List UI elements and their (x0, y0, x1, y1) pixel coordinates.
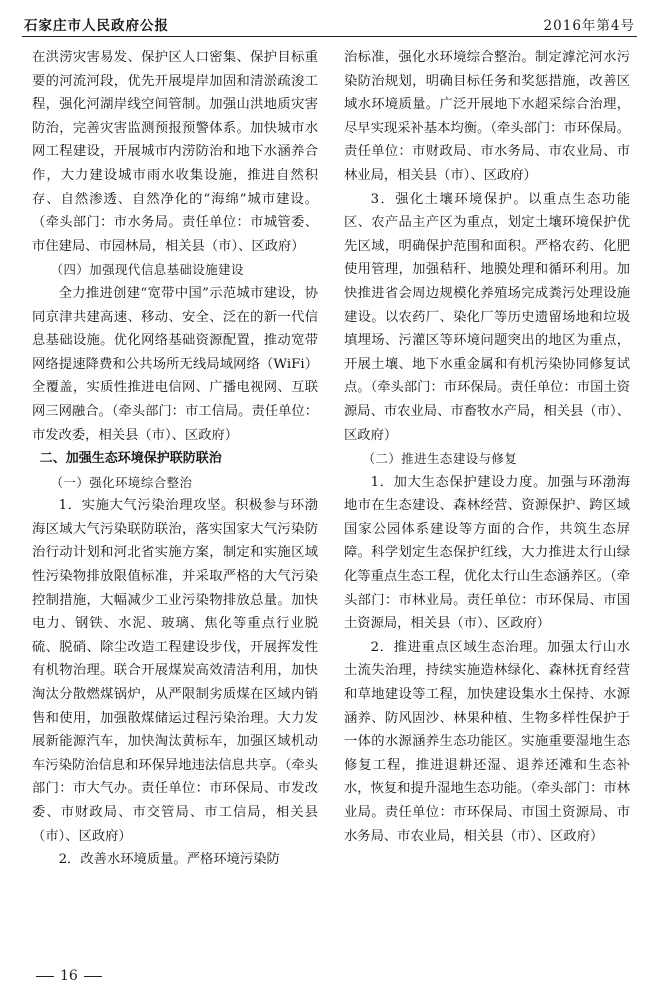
left-column (32, 46, 318, 964)
section-heading: 二、加强生态环境保护联防联治 (39, 451, 222, 467)
page-header (22, 8, 637, 37)
paragraph: 1．加大生态保护建设力度。加强与环渤海地市在生态建设、森林经营、资源保护、跨区域国家公园体系建设等方面的合作，共筑生态屏障。科学划定生态保护红线，大力推进太行山绿化等重点生态工程，优化太行山生态涵养区。（牵头部门：市林业局。责任单位：市环保局、市国土资源局，相关县（市）、区政府） (344, 474, 630, 632)
continued-paragraph: 治标准，强化水环境综合整治。制定滹沱河水污染防治规划，明确目标任务和奖惩措施，改善区域水环境质量。广泛开展地下水超采综合治理，尽早实现采补基本均衡。（牵头部门：市环保局。责任单位：市财政局、市水务局、市农业局、市林业局，相关县（市）、区政府） (344, 50, 630, 183)
paragraph: 1．实施大气污染治理攻坚。积极参与环渤海区域大气污染联防联治，落实国家大气污染防治行动计划和河北省实施方案，制定和实施区域性污染物排放限值标准，并采取严格的大气污染控制措施，大幅减少工业污染物排放总量。加快电力、钢铁、水泥、玻璃、焦化等重点行业脱硫、脱硝、除尘改造工程建设步伐，开展挥发性有机物治理。联合开展煤炭高效清洁利用，加快淘汰分散燃煤锅炉，从严限制劣质煤在区域内销售和使用，加强散煤储运过程污染治理。大力发展新能源汽车，加快淘汰黄标车，加强区域机动车污染防治信息和环保异地违法信息共享。（牵头部门：市大气办。责任单位：市环保局、市发改委、市财政局、市交管局、市工信局，相关县（市）、区政府） (32, 498, 318, 844)
subsection-heading: （二）推进生态建设与修复 (362, 451, 518, 467)
paragraph: 3．强化土壤环境保护。以重点生态功能区、农产品主产区为重点，划定土壤环境保护优先区域，明确保护范围和面积。严格农药、化肥使用管理，加强秸秆、地膜处理和循环利用。加快推进省会周边规模化养殖场完成粪污处理设施建设。以农药厂、染化厂等历史遗留场地和垃圾填埋场、污灌区等环境问题突出的地区为重点，开展土壤、地下水重金属和有机污染协同修复试点。（牵头部门：市环保局。责任单位：市国土资源局、市农业局、市畜牧水产局，相关县（市）、区政府） (344, 191, 630, 443)
publication-title: 石家庄市人民政府公报 (24, 18, 169, 34)
subsection-heading: （四）加强现代信息基础设施建设 (50, 262, 244, 278)
continued-paragraph: 在洪涝灾害易发、保护区人口密集、保护目标重要的河流河段，优先开展堤岸加固和清淤疏浚工程，强化河湖岸线空间管制。加强山洪地质灾害防治，完善灾害监测预报预警体系。加快城市水网工程建设，开展城市内涝防治和地下水涵养合作，大力建设城市雨水收集设施，推进自然积存、自然渗透、自然净化的“海绵”城市建设。（牵头部门：市水务局。责任单位：市城管委、市住建局、市园林局，相关县（市）、区政府） (32, 50, 318, 254)
subsection-heading: （一）强化环境综合整治 (50, 474, 193, 490)
paragraph: 全力推进创建“宽带中国”示范城市建设，协同京津共建高速、移动、安全、泛在的新一代信息基础设施。优化网络基础资源配置，推动宽带网络提速降费和公共场所无线局域网络（WiFi）全覆盖，实质性推进电信网、广播电视网、互联网三网融合。（牵头部门：市工信局。责任单位：市发改委，相关县（市）、区政府） (32, 285, 318, 443)
footer-dash-right (84, 976, 102, 977)
page-number: 16 (60, 968, 78, 984)
paragraph: 2．推进重点区域生态治理。加强太行山水土流失治理，持续实施造林绿化、森林抚育经营和草地建设等工程，加快建设集水土保持、水源涵养、防风固沙、林果种植、生物多样性保护于一体的水源涵养生态功能区。实施重要湿地生态修复工程，推进退耕还湿、退养还滩和生态补水，恢复和提升湿地生态功能。（牵头部门：市林业局。责任单位：市环保局、市国土资源局、市水务局、市农业局，相关县（市）、区政府） (344, 639, 630, 844)
issue-number: 2016年第4号 (543, 18, 635, 34)
footer-dash-left (36, 976, 54, 977)
page-footer (30, 968, 108, 984)
paragraph: 2．改善水环境质量。严格环境污染防 (58, 852, 280, 868)
right-column (344, 46, 630, 964)
